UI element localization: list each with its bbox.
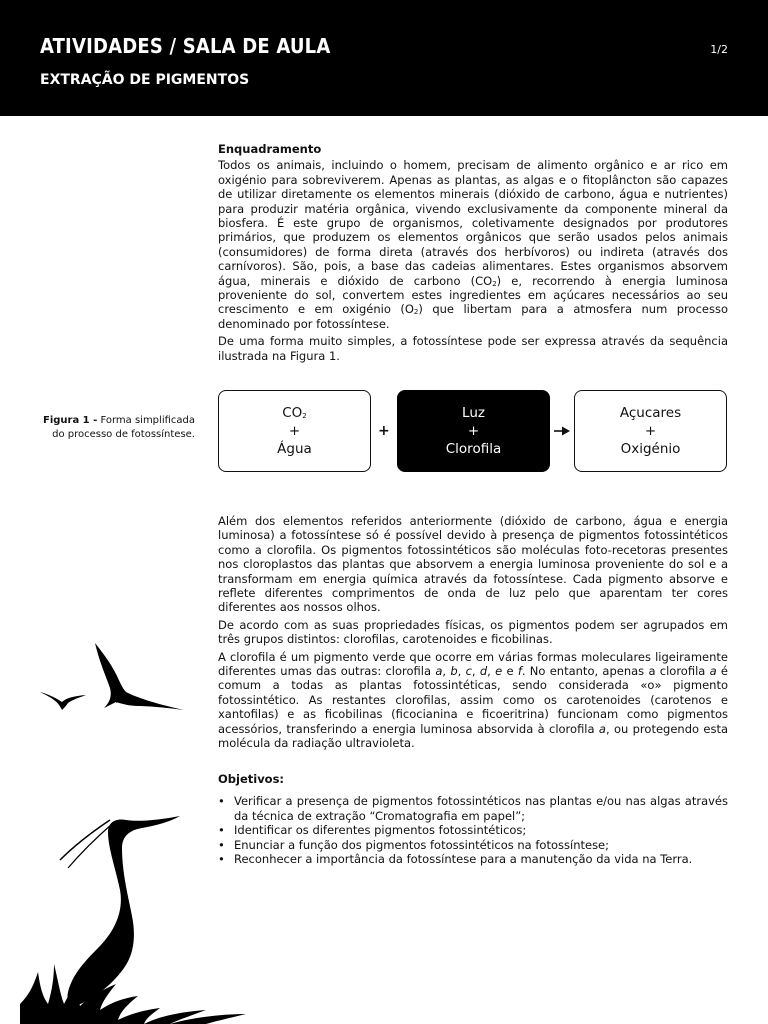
arrow-right-icon (553, 425, 571, 437)
page-subtitle: EXTRAÇÃO DE PIGMENTOS (40, 72, 250, 88)
list-item: • Identificar os diferentes pigmentos fotossintéticos; (218, 823, 728, 837)
birds-silhouette-icon (38, 640, 188, 715)
box-light-chlorophyll: Luz + Clorofila (397, 390, 550, 472)
box-co2-water: $CO_2$ + Água (218, 390, 371, 472)
box-sugars-oxygen: Açucares + Oxigénio (574, 390, 727, 472)
objectives-heading: Objetivos: (218, 772, 285, 786)
figure-caption: Figura 1 - Forma simplificada do processo de fotossíntese. (42, 415, 195, 440)
list-item: • Enunciar a função dos pigmentos fotossintéticos na fotossíntese; (218, 838, 728, 852)
page-header (0, 0, 768, 116)
intro-paragraph-2: De uma forma muito simples, a fotossíntese pode ser expressa através da sequência ilustrada na Figura 1. (218, 334, 728, 363)
intro-section (218, 142, 728, 366)
body-paragraph-3: A clorofila é um pigmento verde que ocorre em várias formas moleculares ligeiramente diferentes umas das outras: clorofila a, b, c, d, e e f. No entanto, apenas a clorofila a é comum a todas as plantas fotossintéticas, sendo considerada «o» pigmento fotossintético. As restantes clorofilas, assim como os carotenoides (carotenos e xantofilas) e as ficobilinas (ficocianina e ficoeritrina) funcionam como pigmentos acessórios, transferindo a energia luminosa absorvida à clorofila a, ou protegendo esta molécula da radiação ultravioleta. (218, 649, 729, 751)
objectives-list (218, 794, 728, 866)
intro-paragraph-1: Todos os animais, incluindo o homem, precisam de alimento orgânico e ar rico em oxigénio para sobreviverem. Apenas as plantas, as algas e o fitoplâncton são capazes de utilizar diretamente os elementos minerais (dióxido de carbono, água e nutrientes) para produzir matéria orgânica, vivendo exclusivamente da componente mineral da biosfera. É este grupo de organismos, coletivamente designados por produtores primários, que produzem os elementos orgânicos que serão usados pelos animais (consumidores) de forma direta (através dos herbívoros) ou indireta (através dos carnívoros). São, pois, a base das cadeias alimentares. Estes organismos absorvem água, minerais e dióxido de carbono $(CO_2)$ e, recorrendo à energia luminosa proveniente do sol, convertem estes ingredientes em açúcares necessários ao seu crescimento e em oxigénio $(O_2)$ que libertam para a atmosfera num processo denominado por fotossíntese. (218, 158, 728, 331)
list-item: • Verificar a presença de pigmentos fotossintéticos nas plantas e/ou nas algas através da técnica de extração “Cromatografia em papel”; (218, 794, 728, 823)
heron-silhouette-icon (20, 808, 250, 1024)
body-section (218, 514, 728, 754)
body-paragraph-2: De acordo com as suas propriedades físicas, os pigmentos podem ser agrupados em três grupos distintos: clorofilas, carotenoides e ficobilinas. (218, 617, 728, 647)
objectives-section (218, 772, 728, 866)
body-paragraph-1: Além dos elementos referidos anteriormente (dióxido de carbono, água e energia luminosa) a fotossíntese só é possível devido à presença de pigmentos fotossintéticos como a clorofila. Os pigmentos fotossintéticos são moléculas foto-recetoras presentes nos cloroplastos das plantas que absorvem a energia luminosa proveniente do sol e a transformam em energia química através da fotossíntese. Cada pigmento absorve e reflete diferentes comprimentos de onda de luz pelo que aparentam ter cores diferentes aos nossos olhos. (218, 514, 728, 615)
intro-heading: Enquadramento (218, 142, 322, 156)
page-title: ATIVIDADES / SALA DE AULA (40, 34, 331, 58)
plus-sign: + (378, 423, 390, 439)
page-number: 1/2 (710, 43, 728, 56)
list-item: • Reconhecer a importância da fotossíntese para a manutenção da vida na Terra. (218, 852, 728, 866)
